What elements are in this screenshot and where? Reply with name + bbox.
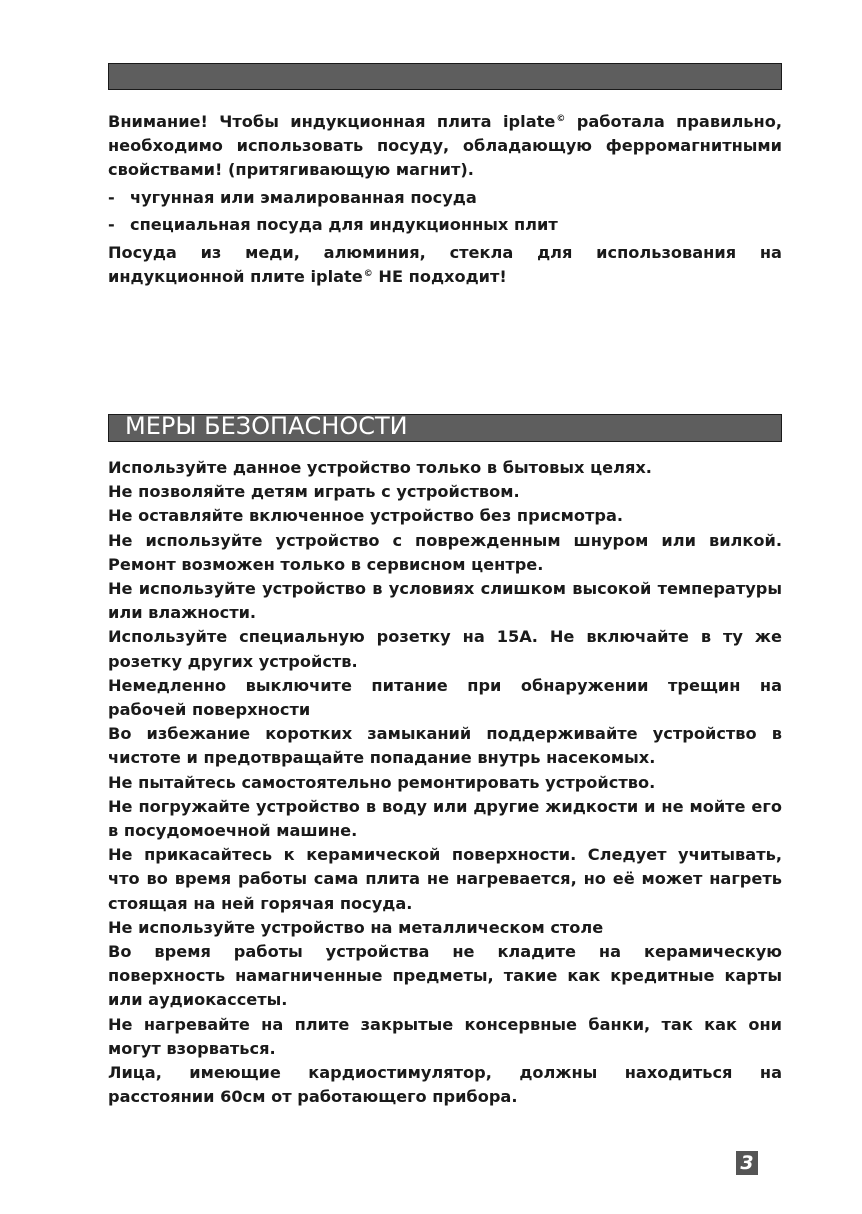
safety-rule: Немедленно выключите питание при обнаружении трещин на рабочей поверхности [108, 675, 782, 720]
page-number: 3 [736, 1151, 758, 1175]
safety-rule: Не нагревайте на плите закрытые консервные банки, так как они могут взорваться. [108, 1014, 782, 1058]
copyright-mark: © [556, 114, 566, 124]
header-bar [108, 63, 782, 90]
copyright-mark: © [363, 269, 373, 280]
warning-paragraph: Посуда из меди, алюминия, стекла для использования на индукционной плите iplate© НЕ подходит! [108, 243, 782, 287]
safety-rule: Используйте специальную розетку на 15А. Не включайте в ту же розетку других устройств. [108, 627, 782, 671]
safety-rules [108, 456, 782, 1109]
safety-rule: Не позволяйте детям играть с устройством. [108, 482, 520, 502]
intro-section [108, 110, 782, 289]
list-item: - чугунная или эмалированная посуда [108, 187, 477, 207]
safety-rule: Не пытайтесь самостоятельно ремонтировать устройство. [108, 772, 656, 792]
safety-rule: Во избежание коротких замыканий поддерживайте устройство в чистоте и предотвращайте попадание внутрь насекомых. [108, 724, 782, 768]
safety-rule: Не погружайте устройство в воду или другие жидкости и не мойте его в посудомоечной машине. [108, 796, 782, 841]
safety-rule: Во время работы устройства не кладите на керамическую поверхность намагниченные предметы, такие как кредитные карты или аудиокассеты. [108, 942, 782, 1010]
safety-rule: Не прикасайтесь к керамической поверхности. Следует учитывать, что во время работы сама плита не нагревается, но её может нагреть стоящая на ней горячая посуда. [108, 845, 782, 913]
section-header-bar [108, 414, 782, 442]
list-item: - специальная посуда для индукционных плит [108, 214, 558, 234]
safety-rule: Не используйте устройство в условиях слишком высокой температуры или влажности. [108, 579, 782, 623]
safety-rule: Не используйте устройство на металлическом столе [108, 917, 604, 937]
safety-rule: Используйте данное устройство только в бытовых целях. [108, 458, 652, 477]
section-title: МЕРЫ БЕЗОПАСНОСТИ [125, 412, 408, 440]
safety-rule: Лица, имеющие кардиостимулятор, должны находиться на расстоянии 60см от работающего прибора. [108, 1063, 782, 1107]
safety-rule: Не используйте устройство с поврежденным шнуром или вилкой. Ремонт возможен только в сервисном центре. [108, 530, 782, 574]
safety-rule: Не оставляйте включенное устройство без присмотра. [108, 506, 624, 526]
attention-paragraph: Внимание! Чтобы индукционная плита iplate© работала правильно, необходимо использовать посуду, обладающую ферромагнитными свойствами! (притягивающую магнит). [108, 112, 782, 180]
